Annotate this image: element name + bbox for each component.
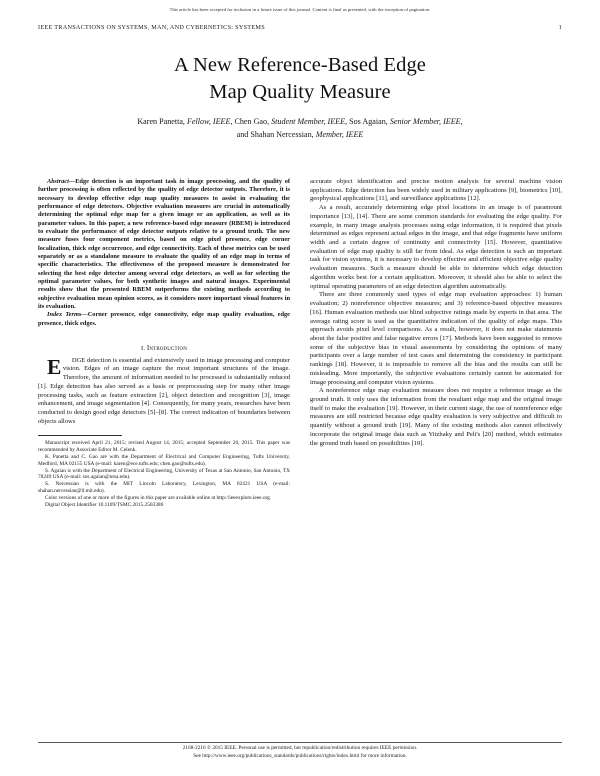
acceptance-banner: This article has been accepted for inclusion in a future issue of this journal. Content is final as presented, with the exception of pagination. (169, 7, 431, 12)
footnote-rule (38, 435, 122, 436)
author-list (52, 116, 548, 141)
index-terms-label: Index Terms (47, 311, 82, 319)
index-terms-dash: — (81, 311, 88, 319)
section-number: I. (141, 344, 146, 352)
author-sep-1: , Chen Gao, (230, 117, 272, 126)
abstract-dash: — (68, 178, 76, 185)
right-paragraph-2: As a result, accurately determining edge pixel locations in an image is of paramount importance [13], [14]. There are some common standards for evaluating the edge quality. For example, in many image analysis processes using edge information, it is required that pixels determined as edges represent actual edges in the image, and that edge fragments have uniform width and a certain degree of continuity and connectivity [15]. However, quantitative evaluation of edge map quality is still far from ideal. As edge detection is such an important task for vision systems, it is necessary to develop effective and efficient objective edge quality evaluation measures. Such a measure should be able to determine which edge detection algorithm works best for a certain application. Moreover, it should also be able to select the optimal operating parameters of an edge detection algorithm automatically. (310, 204, 562, 290)
footnote-manuscript: Manuscript received April 21, 2015; revised August 14, 2015; accepted September 26, 2015. This paper was recommended by Associate Editor M. Celenk. (38, 440, 290, 453)
author-4-rank: Member, IEEE (315, 129, 364, 139)
right-paragraph-3: There are three commonly used types of edge map evaluation approaches: 1) human evaluation; 2) nonreference objective measures; and 3) reference-based objective measures [16]. Human evaluation methods use blind subjective ratings made by experts in that area. The average rating score is used as the quantitative indication of the quality of edge maps. This approach avoids pixel level comparisons. As a result, however, it does not make statements about the false positive and false negative errors [17]. Methods have been suggested to remove some of the subjective bias in visual assessments by considering the opinions of many participants over a large number of test cases and determining the consistency in participant rankings [18]. However, it is impossible to remove all the bias and the results can still be misleading. More importantly, the subjective evaluations certainly cannot be automated for image processing and computer vision systems. (310, 291, 562, 386)
title-block (60, 52, 540, 107)
footnote-affiliation-1: K. Panetta and C. Gao are with the Department of Electrical and Computer Engineering, Tufts University, Medford, MA 02155 USA (e-mail: karen@ece.tufts.edu; chen.gao@tufts.edu). (38, 453, 290, 467)
drop-cap: E (47, 354, 62, 379)
page-number: 1 (558, 24, 562, 31)
author-3-rank: Senior Member, IEEE (389, 117, 461, 126)
abstract-paragraph (38, 178, 290, 311)
copyright-line-1: 2168-2216 © 2015 IEEE. Personal use is permitted, but republication/redistribution requires IEEE permission. (182, 745, 418, 752)
footnote-affiliation-2: S. Agaian is with the Department of Electrical Engineering, University of Texas at San Antonio, San Antonio, TX 78249 USA (e-mail: sos.agaian@utsa.edu). (38, 467, 290, 481)
section-title: Introduction (146, 343, 187, 352)
copyright-footer (38, 742, 562, 760)
author-2-rank: Student Member, IEEE (271, 117, 346, 126)
footnote-affiliation-3: S. Nercessian is with the MIT Lincoln Laboratory, Lexington, MA 02421 USA (e-mail: shahan.nercessian@ll.mit.edu). (38, 481, 290, 495)
column-left (38, 178, 290, 509)
index-terms-paragraph (38, 311, 290, 328)
section-heading-introduction (38, 344, 290, 354)
right-paragraph-1: accurate object identification and precise motion analysis for several machine vision applications. Edge detection has been widely used in military applications [9], biometrics [10], geophysical applications [11], and surveillance applications [12]. (310, 178, 562, 203)
author-sep-3: , (460, 117, 463, 126)
right-paragraph-4: A nonreference edge map evaluation measure does not require a reference image as the ground truth. It only uses the information from the resultant edge map and the original image itself to make the evaluation [19]. However, in their current stage, the use of nonreference edge measures are still restricted because edge quality evaluation is very subjective and difficult to quantify without a ground truth [19]. Many of the existing methods also cannot effectively incorporate the original image data such as Yitzhaky and Peli's [20] method, which estimates the ground truth based on possibilities [19]. (310, 387, 562, 447)
intro-paragraph-1 (38, 354, 290, 427)
intro-paragraph-1-text: DGE detection is essential and extensively used in image processing and computer vision. Edges of an image capture the most important structures of the image. Therefore, the amount of information needed to be processed is substantially reduced [1]. Edge detection has also served as a basis or preprocessing step for many other image processing tasks, such as feature extraction [2], object detection and recognition [3], image enhancement, and image segmentation [4]. Consequently, for many years, researches have been conducted to design good edge detectors [5]–[8]. The correct indication of boundaries between objects allows (38, 356, 290, 425)
author-1-name: Karen Panetta, (137, 117, 187, 126)
copyright-line-2: See http://www.ieee.org/publications_standards/publications/rights/index.html for more information. (193, 752, 407, 759)
footnote-color-versions: Color versions of one or more of the figures in this paper are available online at http://ieeexplore.ieee.org. (45, 495, 272, 502)
abstract-body: Edge detection is an important task in image processing, and the quality of further processing is often reflected by the quality of edge detector outputs. Therefore, it is necessary to develop effective edge map quality measures to assist in evaluating the performance of edge detectors. Objective evaluation measures are crucial in automatically determining the optimal edge map for a given image or an application, as well as its parameter values. In this paper, a new reference-based edge measure (RBEM) is introduced to evaluate the performance of edge detector outputs relative to a ground truth. The new measure fuses four component metrics, based on edge pixel presence, edge corner localization, thick edge occurrence, and edge connectivity. Each of these metrics can be used separately or as a standalone measure to evaluate the quality of an edge map in terms of specific characteristics. The effectiveness of the proposed measure is demonstrated for selecting the best edge detector among several edge detectors, as well as for selecting the optimal parameter values, for both synthetic images and natural images. Experimental results show that the presented RBEM outperforms the existing methods according to subjective evaluation mean opinion scores, as it considers more important visual features in its evaluation. (38, 178, 290, 310)
journal-name: IEEE TRANSACTIONS ON SYSTEMS, MAN, AND CYBERNETICS: SYSTEMS (38, 24, 265, 31)
running-head (38, 24, 562, 31)
title-line-2: Map Quality Measure (209, 81, 391, 104)
abstract-label: Abstract (47, 178, 69, 185)
author-1-rank: Fellow, IEEE (186, 117, 231, 126)
footer-rule (38, 742, 562, 743)
footnote-doi: Digital Object Identifier 10.1109/TSMC.2015.2503386 (45, 502, 164, 509)
footnotes-block (38, 440, 290, 509)
title-line-1: A New Reference-Based Edge (173, 54, 426, 76)
author-sep-2: , Sos Agaian, (345, 117, 390, 126)
index-terms-body: Corner presence, edge connectivity, edge map quality evaluation, edge presence, thick edges. (38, 311, 290, 327)
page-title (60, 52, 540, 107)
column-right (310, 178, 562, 448)
author-4-name: and Shahan Nercessian, (236, 129, 316, 139)
